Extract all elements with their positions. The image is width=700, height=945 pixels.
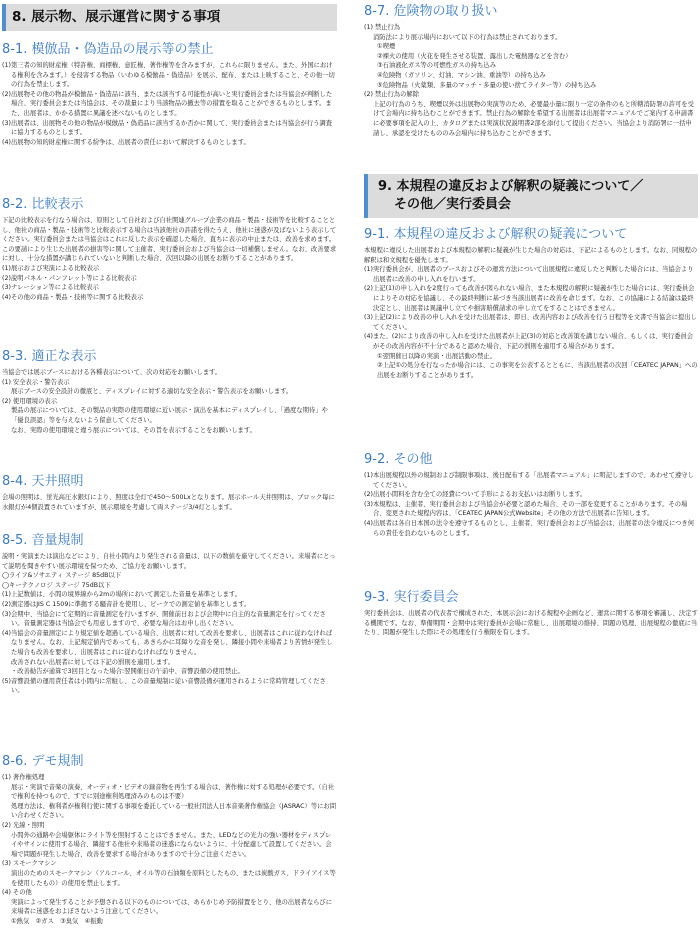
stage-limit: ◯ライフ&ソサエティ ステージ 85dB以下 [2, 572, 122, 580]
section-8-2-intro: 下記の比較表示を行なう場合は、原則として自社および自社関連グループ企業の商品・製品・技術等を比較することとし、他社の商品・製品・技術等と比較表示する場合は当該他社の許諾を得たうえ、他社に迷惑が及ばないよう表示してください。実行委員会または当協会はこれに反した表示を確認した場合、直ちに表示の中止または、改善を求めます。この要請により生じた出展者の損害等に関して主催者、実行委員会および当協会は一切補償しません。なお、改善要求に対し、十分な措置が講じられていないと判断した場合、次回以降の出展をお断りすることがあります。 [2, 217, 337, 263]
section-8-5 [2, 533, 337, 696]
section-8-3-body [2, 368, 337, 435]
list-item: (1) 上記数値は、小間の境界線から2mの場所において測定した音量を基準とします。 [2, 591, 242, 599]
sub-item: ⑤危険物品（火薬類、多量のマッチ・多量の使い捨てライター等）の持ち込み [377, 81, 597, 89]
list-item-heading: (1) 禁止行為 [364, 24, 401, 31]
list-item: (1) 第三者の知的財産権（特許権、商標権、意匠権、著作権等を含みますが、これらに限りません。また、外国における権利を含みます。）を侵害する物品（いわゆる模倣品・偽造品）を展示、配布、または上映すること、その他一切の行為を禁止します。 [2, 62, 335, 89]
section-9-title-line: その他／実行委員会 [394, 197, 512, 212]
section-8-6 [2, 754, 337, 927]
section-8-5-body [2, 552, 337, 696]
list-item: (1) 実行委員会が、出展者のブースおよびその運営方法について出展規程に違反したと判断した場合には、当協会より出展者に改善の申し入れを行います。 [364, 266, 694, 283]
section-8-3-heading: 8-3. 適正な表示 [2, 349, 97, 364]
section-9-1-heading: 9-1. 本規程の違反および解釈の疑義について [364, 227, 628, 242]
sub-item: ①翌開催日以降の実演・出展活動の禁止。 [377, 352, 496, 360]
list-item: (3) 会期中、当協会にて定期的に音量測定を行いますが、開催前日および会期中に自主的な音量測定を行ってください。音量測定器は当協会でも用意しますので、必要な場合はお申し出ください。 [2, 610, 326, 628]
list-item: (2) 上記(1)の申し入れを2度行っても改善が図られない場合、また本規程の解釈に疑義が生じた場合には、実行委員会によりその対応を協議し、その最終判断に基づき当該出展者に改善を命じます。なお、この協議による結論は最終決定とし、出展者は異議申し立てや損害賠償請求の申し立てをすることはできません。 [364, 285, 695, 312]
list-item: (4) 出展者は各自日本国の法令を遵守するものとし、主催者、実行委員会および当協会は、出展者の法令違反につき何らの責任を負わないものとします。 [364, 519, 695, 537]
list-item-heading: (3) スモークマシン [2, 860, 57, 868]
section-8-4 [2, 474, 337, 512]
list-item-heading: (1) 安全表示・警告表示 [2, 378, 70, 386]
section-9-3 [364, 590, 698, 638]
section-8-1-body [2, 61, 337, 147]
list-item-body: 処理方法は、権利者が権利行使に関する事項を委託している一般社団法人日本音楽著作権協会（JASRAC）等にお問い合わせください。 [11, 802, 337, 820]
list-item: (5) 音響設備の運用責任者は小間内に常駐し、この音量規制に従い音響設備が運用されるように常時管理してください。 [2, 677, 326, 695]
section-8-6-heading: 8-6. デモ規制 [2, 754, 84, 769]
section-9-3-heading: 9-3. 実行委員会 [364, 590, 459, 605]
list-item: (3) ナレーション等による比較表示 [2, 284, 99, 292]
section-8-4-heading: 8-4. 天井照明 [2, 474, 84, 489]
section-8-2 [2, 197, 337, 302]
section-8-5-intro: 説明・実演または演出などにより、自社小間内より発生される音量は、以下の数値を厳守してください。来場者にとって説明を聞きやすい展示環境を保つため、ご協力をお願いします。 [2, 553, 336, 570]
section-9-1 [364, 227, 698, 380]
list-item-body: 実演によって発生することが予想される以下のものについては、あらかじめ予防措置をとり、他の出展者ならびに来場者に迷惑をおよぼさないよう注意してください。 [11, 898, 333, 916]
list-item-body: 小間外の通路や会場躯体にライト等を照射することはできません。また、LEDなどの光力の強い器材をディスプレイやサインに使用する場合、隣接する他社や来場者の迷惑にならないように、十分配慮して設置してください。会場で問題が発生した場合、改善を要求する場合がありますので十分ご注意ください。 [11, 831, 332, 858]
list-item: (2) 説明パネル・パンフレット等による比較表示 [2, 274, 137, 282]
list-item-heading: (1) 著作権処理 [2, 774, 45, 781]
sub-item: ②裸火の使用（火花を発生させる装置、露出した電熱器などを含む） [377, 52, 572, 60]
list-item: (4) また、(2)により改善の申し入れを受けた出展者が上記(3)の対応と改善策を講じない場合、もしくは、実行委員会がその改善内容が不十分であると認めた場合、下記の罰則を適用する場合があります。 [364, 333, 694, 350]
section-8-1 [2, 42, 337, 147]
section-8-2-heading: 8-2. 比較表示 [2, 197, 84, 212]
list-item-body: ①熱気 ②ガス ③臭気 ④振動 [11, 917, 103, 925]
section-8-7-heading: 8-7. 危険物の取り扱い [364, 4, 498, 19]
section-8-7 [364, 4, 698, 138]
list-item-heading: (4) その他 [2, 889, 32, 897]
sub-item: ③石油液化ガス等の可燃性ガスの持ち込み [377, 62, 496, 70]
section-8-1-heading: 8-1. 模倣品・偽造品の展示等の禁止 [2, 42, 214, 57]
section-8-2-body [2, 216, 337, 302]
section-8-4-body: 会場の照明は、蛍光高圧水銀灯により、照度は全灯で450～500Lxとなります。展示ホール天井照明は、ブロック毎に水銀灯が4個設置されていますが、展示環境を考慮して両ステージ3/4灯とします。 [2, 494, 335, 511]
section-9-3-body: 実行委員会は、出展者の代表者で構成された、本展示会における規程や企画など、運営に関する事項を審議し、決定する機関です。なお、準備期間・会期中は実行委員が会場に常駐し、出展環境の維持、問題の処理、出展規程の徹底に当たり、問題が発生した際にその処理を行う権限を有します。 [364, 610, 698, 637]
section-9-2-heading: 9-2. その他 [364, 452, 433, 467]
list-item: (2) 出展物その他の物品が模倣品・偽造品に該当、または該当する可能性が高いと実行委員会または当協会が判断した場合、実行委員会または当協会は、その裁量により当該物品の撤去等の措置を取ることができるものとします。また、出展者は、かかる措置に異議を述べないものとします。 [2, 90, 333, 117]
section-8-title: 8. 展示物、展示運営に関する事項 [2, 4, 337, 31]
list-item: (4) その他の商品・製品・技術等に関する比較表示 [2, 293, 144, 301]
list-item: (2) 出展小間料を含む全ての経費について手形によるお支払いはお断りします。 [364, 491, 587, 499]
list-item-heading: (2) 禁止行為の解除 [364, 91, 419, 99]
list-item-body: 演出のためのスモークマシン（アルコール、オイル等の石油類を原料としたもの、または炭酸ガス、ドライアイス等を使用したもの）の使用を禁止します。 [11, 869, 336, 887]
list-item-body: 展示・実演で音楽の演奏、オーディオ・ビデオの録音物を再生する場合は、著作権に対する処理が必要です。（自社で権利を持つもので、すでに別途権利処理済みのものは不要） [11, 783, 335, 801]
list-item: (3) 本規程は、主催者、実行委員会および当協会が必要と認めた場合、その一部を変更することがあります。その場合、変更された規程内容は、「CEATEC JAPAN公式Website」その他の方法で出展者に告知します。 [364, 500, 688, 518]
section-9-title-line: 9. 本規程の違反および解釈の疑義について／ [378, 179, 644, 194]
list-item: (2) 測定器はJIS C 1509に準拠する騒音計を使用し、ピークでの測定値を基準とします。 [2, 600, 251, 608]
list-item: (4) 当協会の音量測定により規定値を超過している場合、出展者に対して改善を要求し、出展者はこれに従わなければなりません。なお、上記規定値内であっても、あきらかに耳障りな音を発し、隣接小間や来場者より苦情が発生した場合も改善を要求し、出展者はこれに従わなければなりません。 改善されない出展者に対しては下記の罰則を適用します。 ・改善勧告が通算で3回目となった場合:翌開催日の午前中、音響設備の使用禁止。 [2, 629, 333, 676]
list-item-body: なお、実際の使用環境と違う展示については、その旨を表示することをお願いします。 [11, 426, 256, 434]
section-8-6-body [2, 773, 337, 927]
list-item-heading: (2) 光線・照明 [2, 821, 45, 829]
list-item: (4) 出展物の知的財産権に関する紛争は、出展者の責任において解決するものとします。 [2, 138, 250, 146]
section-8-3 [2, 349, 337, 435]
list-item-heading: (2) 使用環境の表示 [2, 397, 57, 405]
sub-item: ①喫煙 [377, 43, 396, 51]
list-item-body: 展示ブースの安全設計の徹底と、ディスプレイに対する適切な安全表示・警告表示をお願いします。 [11, 388, 293, 396]
section-8 [2, 4, 337, 31]
list-item: (1) 展示および実演による比較表示 [2, 264, 100, 272]
list-item: (3) 出展者は、出展物その他の物品が模倣品・偽造品に該当するか否かに関して、実行委員会または当協会が行う調査に協力するものとします。 [2, 119, 333, 137]
section-8-3-intro: 当協会では展示ブースにおける各種表示について、次の対応をお願いします。 [2, 369, 222, 376]
section-8-5-heading: 8-5. 音量規制 [2, 533, 84, 548]
list-item: (3) 上記(2)により改善の申し入れを受けた出展者は、即日、改善内容および改善を行う日程等を文書で当協会に提出してください。 [364, 314, 697, 331]
sub-item: ④危険物（ガソリン、灯油、マシン油、重油等）の持ち込み [377, 71, 546, 79]
section-9-title [364, 174, 698, 218]
section-9-1-intro: 本規程に違反した出展者および本規程の解釈に疑義が生じた場合の対応は、下記によるものとします。なお、同規程の解釈は和文規程を優先します。 [364, 247, 698, 264]
section-9-1-body [364, 246, 698, 380]
list-item-body: 上記の行為のうち、喫煙以外は出展物の実演等のため、必要最小量に限り一定の条件のもと所轄消防署の許可を受けて会場内に持ち込むことができます。禁止行為の解除を希望する出展者は出展者マニュアルでご案内する申請書に必要事項を記入の上、カタログまたは実演状況説明書2部を添付して提出ください。当協会より消防署に一括申請し、承認を受けたもののみ会場内に持ち込むことができます。 [373, 100, 694, 137]
section-8-7-body [364, 23, 698, 138]
list-item: (1) 本出展規程以外の規制および制限事項は、後日配布する「出展者マニュアル」に明記しますので、あわせて遵守してください。 [364, 472, 694, 489]
section-9-2-body [364, 471, 698, 538]
list-item-body: 製品の展示については、その製品の実際の使用環境に近い展示・演出を基本にディスプレイし、「過度な期待」や「優良誤認」等を与えないよう留意してください。 [11, 407, 328, 424]
section-9 [364, 174, 698, 218]
sub-item: ②上記①の処分を行なったか場合には、この事実を公表するとともに、当該出展者の次回「CEATEC JAPAN」への出展をお断りすることがあります。 [377, 362, 698, 379]
list-item-body: 消防法により展示場内において以下の行為は禁止されております。 [373, 33, 562, 41]
section-9-2 [364, 452, 698, 538]
stage-limit: ◯キーテクノロジ ステージ 75dB以下 [2, 581, 111, 589]
